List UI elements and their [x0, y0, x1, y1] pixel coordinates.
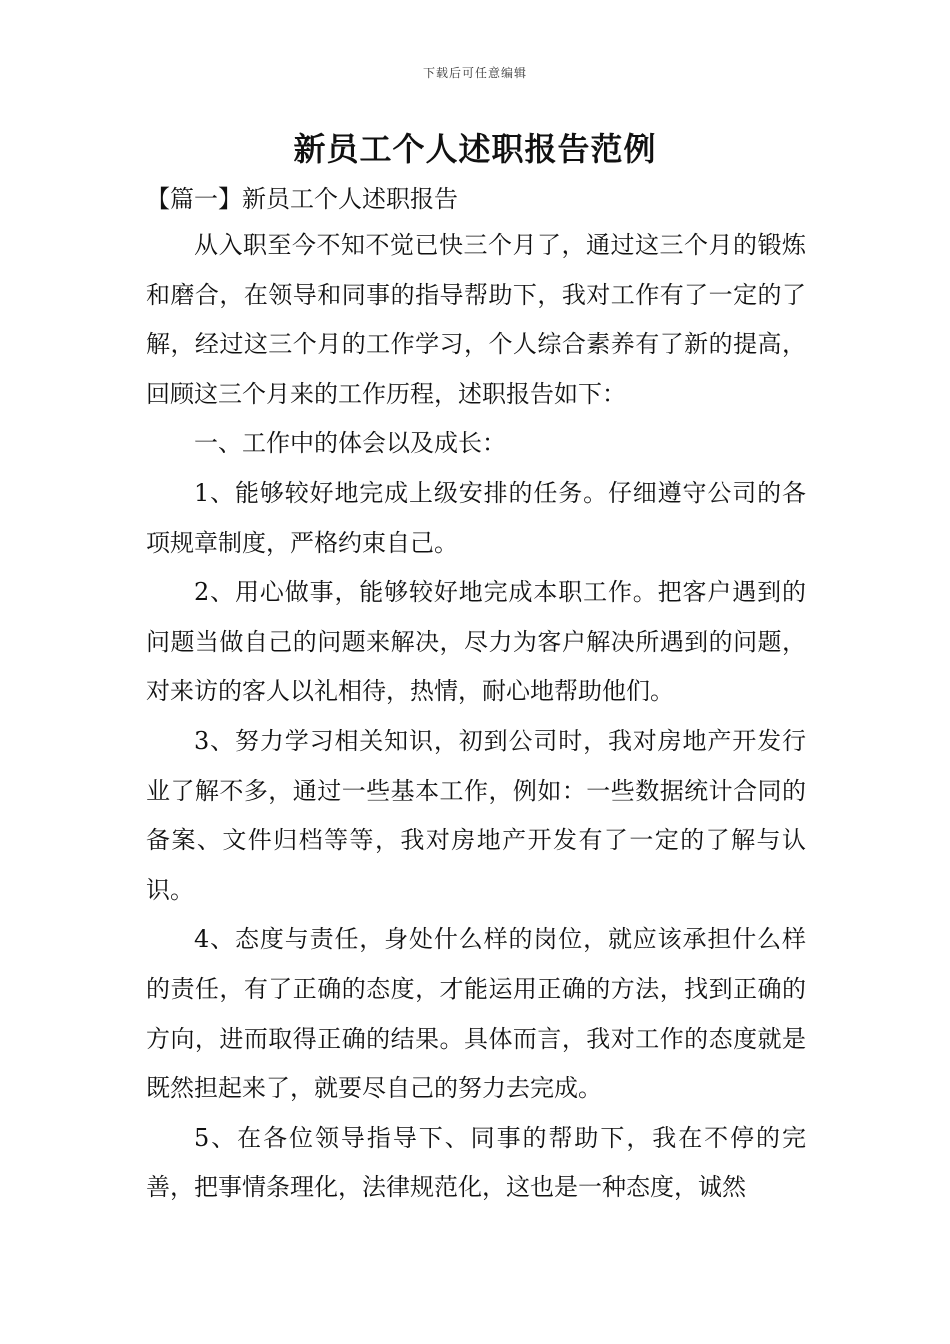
paragraph-item-2: 2、用心做事，能够较好地完成本职工作。把客户遇到的问题当做自己的问题来解决，尽力为客户解决所遇到的问题，对来访的客人以礼相待，热情，耐心地帮助他们。 — [146, 578, 806, 706]
header-note: 下载后可任意编辑 — [422, 66, 527, 80]
paragraph-item-1: 1、能够较好地完成上级安排的任务。仔细遵守公司的各项规章制度，严格约束自己。 — [146, 478, 806, 557]
paragraph-heading-1: 一、工作中的体会以及成长： — [194, 429, 506, 458]
paragraph-item-4: 4、态度与责任，身处什么样的岗位，就应该承担什么样的责任，有了正确的态度，才能运用正确的方法，找到正确的方向，进而取得正确的结果。具体而言，我对工作的态度就是既然担起来了，就要尽自己的努力去完成。 — [146, 925, 806, 1103]
document-body — [146, 177, 806, 1213]
paragraph-item-3: 3、努力学习相关知识，初到公司时，我对房地产开发行业了解不多，通过一些基本工作，例如：一些数据统计合同的备案、文件归档等等，我对房地产开发有了一定的了解与认识。 — [146, 726, 806, 904]
paragraph-item-5: 5、在各位领导指导下、同事的帮助下，我在不停的完善，把事情条理化，法律规范化，这也是一种态度，诚然 — [146, 1123, 806, 1202]
paragraph-intro: 从入职至今不知不觉已快三个月了，通过这三个月的锻炼和磨合，在领导和同事的指导帮助下，我对工作有了一定的了解，经过这三个月的工作学习，个人综合素养有了新的提高，回顾这三个月来的工作历程，述职报告如下： — [146, 231, 806, 408]
document-title: 新员工个人述职报告范例 — [293, 130, 657, 168]
section-heading: 【篇一】新员工个人述职报告 — [146, 185, 458, 213]
